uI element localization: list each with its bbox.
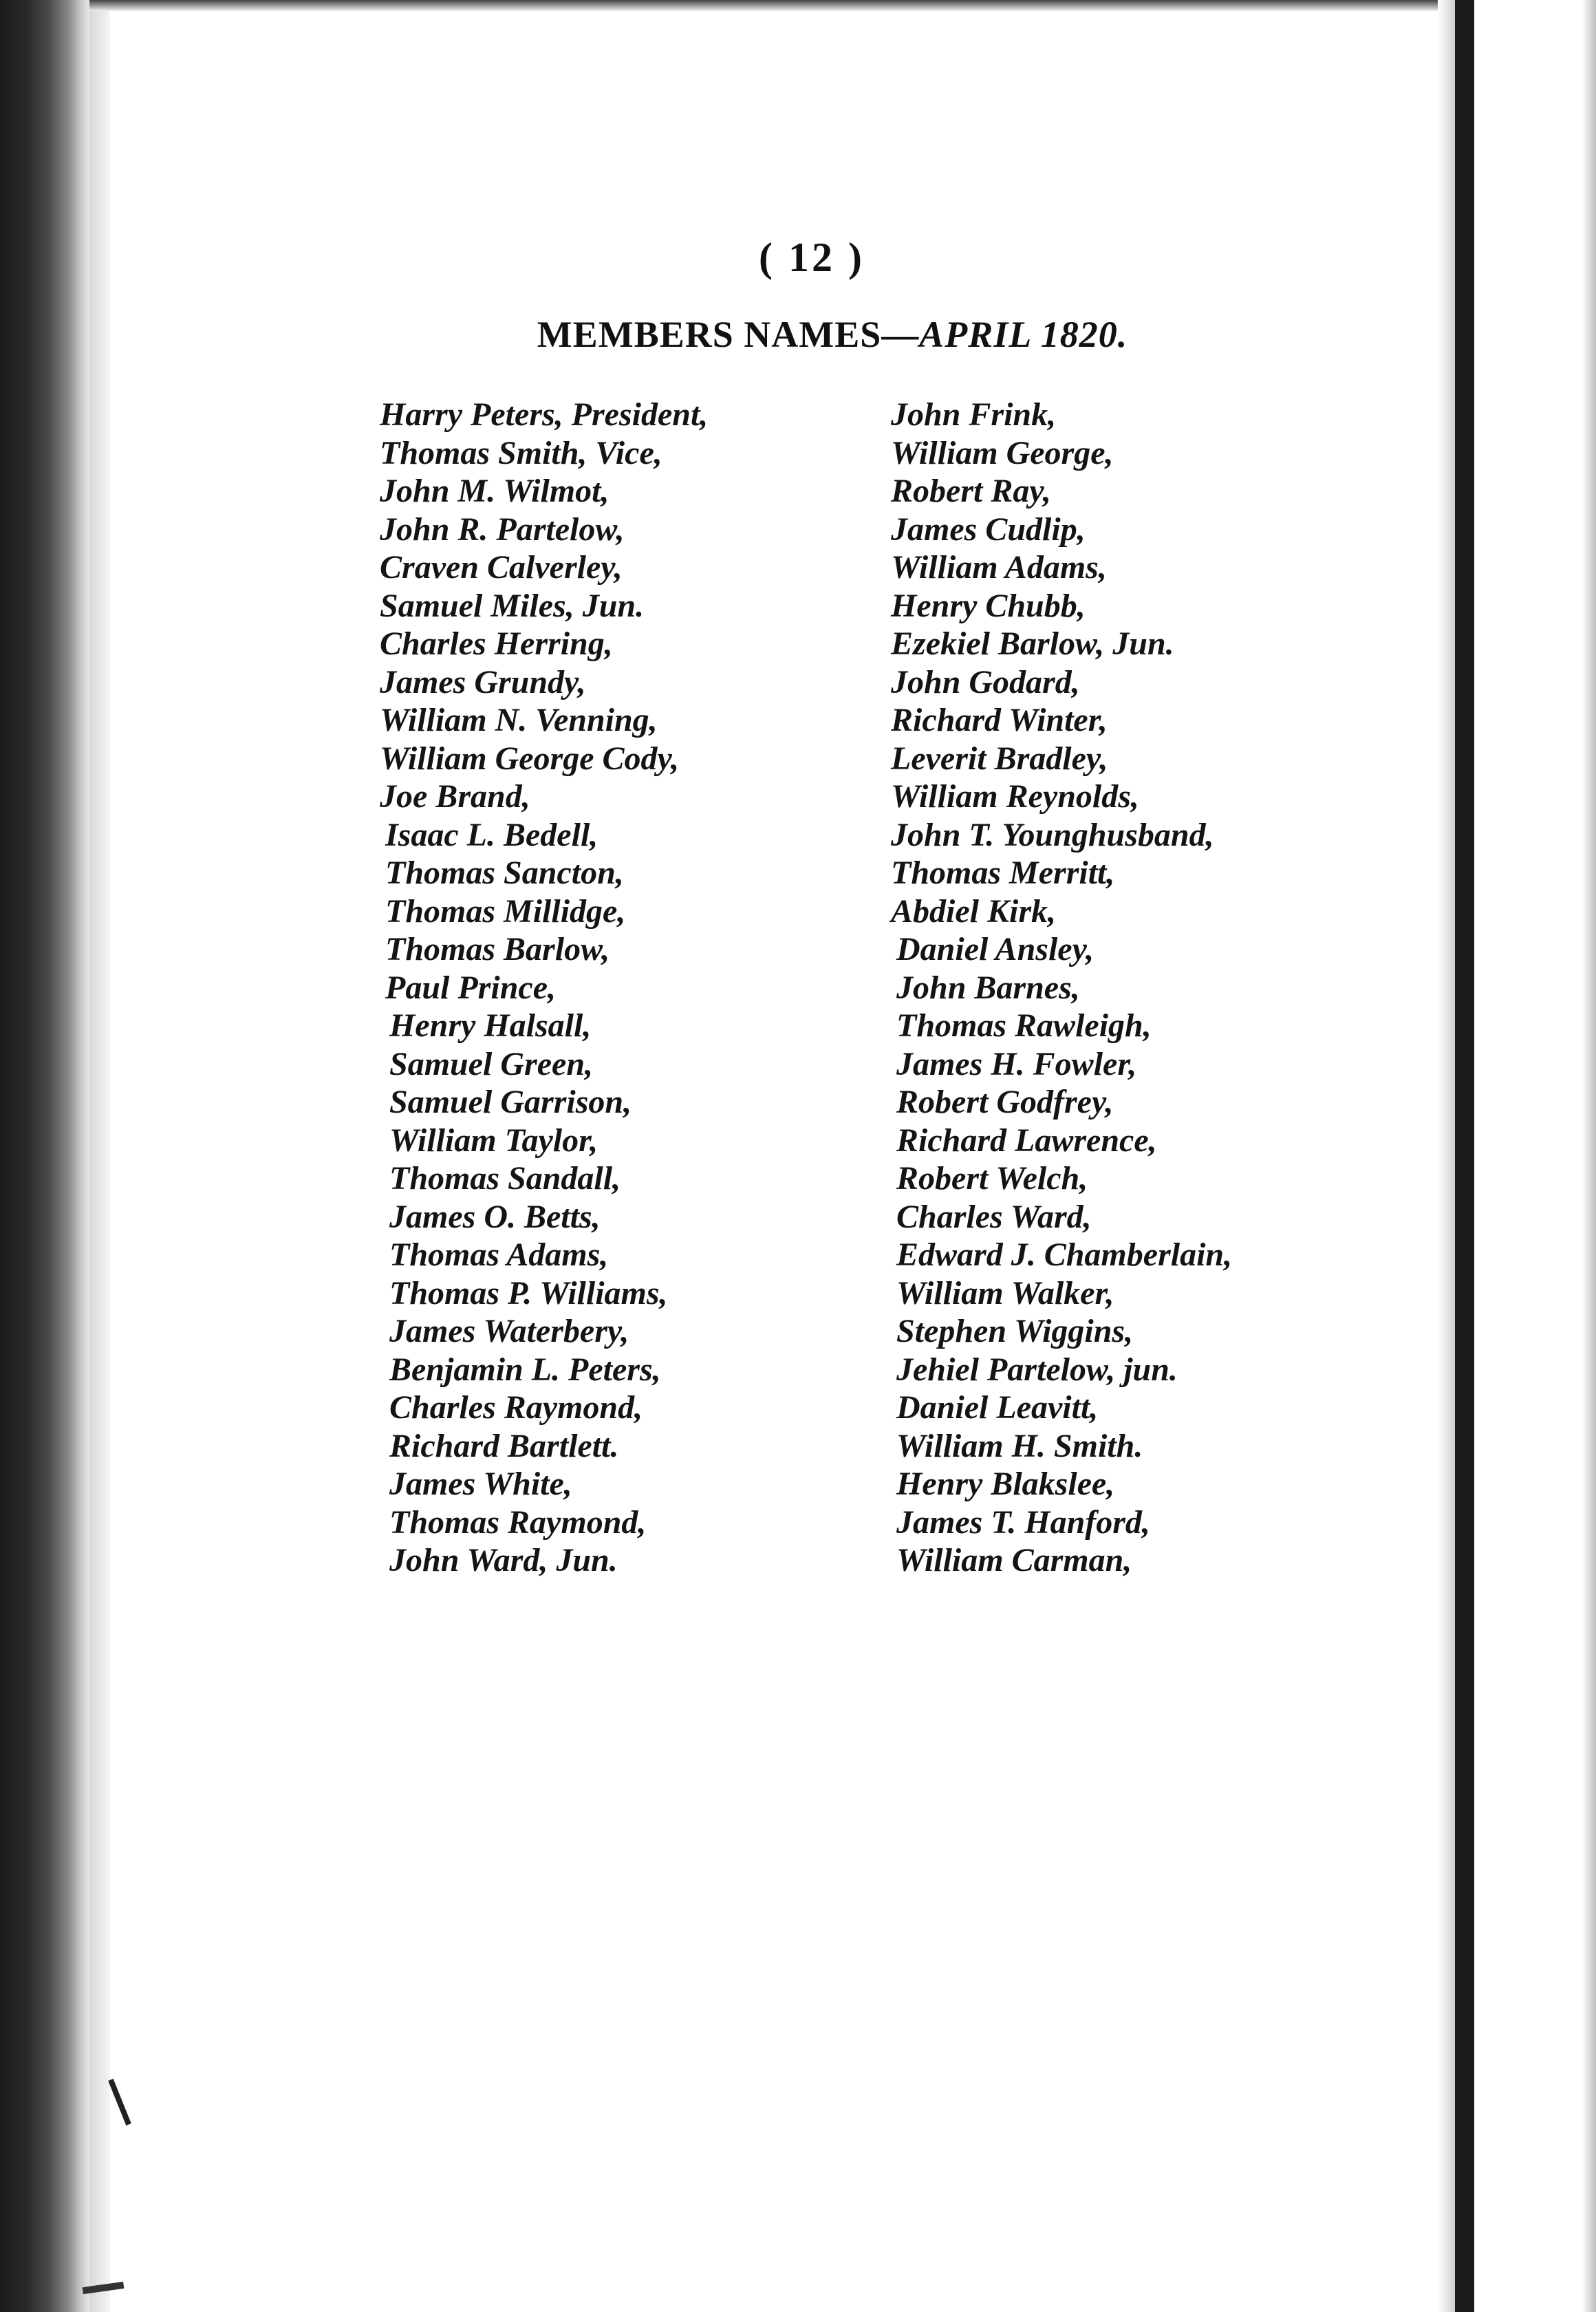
member-name: William George, <box>891 434 1114 471</box>
member-name: Henry Halsall, <box>389 1007 592 1044</box>
member-name: Robert Welch, <box>896 1160 1088 1197</box>
member-name: Thomas Sandall, <box>389 1160 621 1197</box>
members-list-right <box>891 396 1317 1580</box>
member-name: James T. Hanford, <box>896 1503 1150 1541</box>
member-name: Henry Blakslee, <box>896 1466 1115 1502</box>
member-name: William H. Smith. <box>896 1427 1143 1464</box>
members-list-left <box>380 396 875 1580</box>
member-name: Craven Calverley, <box>380 549 623 586</box>
member-name: Charles Ward, <box>896 1198 1092 1235</box>
adjacent-page-edge <box>1582 0 1596 2312</box>
member-name: Samuel Miles, Jun. <box>380 587 645 624</box>
right-binding-gap <box>1455 0 1474 2312</box>
member-name: James O. Betts, <box>389 1198 601 1235</box>
member-name: Ezekiel Barlow, Jun. <box>891 625 1174 662</box>
right-page-shadow <box>1438 0 1455 2312</box>
member-name: Henry Chubb, <box>891 587 1086 624</box>
member-name: Thomas Smith, Vice, <box>380 434 662 471</box>
member-name: Joe Brand, <box>380 778 530 815</box>
member-name: William Carman, <box>896 1542 1132 1578</box>
member-name: Robert Godfrey, <box>896 1084 1114 1120</box>
member-name: Isaac L. Bedell, <box>385 816 598 853</box>
member-name: Charles Herring, <box>380 625 613 662</box>
heading-date: APRIL 1820. <box>919 314 1128 355</box>
member-name: Thomas Raymond, <box>389 1503 647 1541</box>
member-name: Daniel Leavitt, <box>896 1389 1099 1426</box>
member-name: William Walker, <box>896 1274 1114 1312</box>
member-name: Thomas Rawleigh, <box>896 1007 1152 1044</box>
member-name: John Ward, Jun. <box>389 1542 618 1578</box>
member-name: John M. Wilmot, <box>380 473 610 509</box>
member-name: Charles Raymond, <box>389 1389 643 1426</box>
member-name: John Barnes, <box>896 969 1080 1006</box>
member-name: John Frink, <box>891 396 1057 433</box>
left-page-fold <box>89 0 110 2312</box>
member-name: John R. Partelow, <box>380 511 625 548</box>
member-name: William George Cody, <box>380 740 680 777</box>
member-name: Leverit Bradley, <box>891 740 1108 777</box>
member-name: Richard Winter, <box>891 702 1108 738</box>
member-name: James Grundy, <box>380 663 586 700</box>
member-name: Thomas Merritt, <box>891 855 1115 891</box>
left-binding-shadow <box>0 0 89 2312</box>
member-name: John T. Younghusband, <box>891 816 1214 853</box>
member-name: William Taylor, <box>389 1122 598 1159</box>
member-name: Stephen Wiggins, <box>896 1313 1134 1349</box>
adjacent-page-strip <box>1474 0 1596 2312</box>
member-name: Richard Bartlett. <box>389 1427 619 1464</box>
member-name: Benjamin L. Peters, <box>389 1351 661 1388</box>
heading-title: MEMBERS NAMES— <box>537 314 920 355</box>
member-name: Samuel Garrison, <box>389 1084 632 1120</box>
member-name: Thomas Adams, <box>389 1237 609 1273</box>
member-name: Robert Ray, <box>891 473 1051 509</box>
member-name: William N. Venning, <box>380 702 658 738</box>
member-name: Harry Peters, President, <box>380 396 709 433</box>
member-name: Jehiel Partelow, jun. <box>896 1351 1178 1388</box>
member-name: John Godard, <box>891 663 1080 700</box>
page-number: ( 12 ) <box>759 235 865 280</box>
member-name: Richard Lawrence, <box>896 1122 1157 1159</box>
member-name: William Reynolds, <box>891 778 1139 815</box>
member-name: Abdiel Kirk, <box>891 892 1057 930</box>
member-name: Thomas P. Williams, <box>389 1274 668 1312</box>
member-name: Samuel Green, <box>389 1045 594 1082</box>
member-name: James H. Fowler, <box>896 1045 1137 1082</box>
member-name: James Waterbery, <box>389 1313 629 1349</box>
member-name: Thomas Millidge, <box>385 892 626 930</box>
member-name: James Cudlip, <box>891 511 1086 548</box>
member-name: Edward J. Chamberlain, <box>896 1237 1233 1273</box>
member-name: Daniel Ansley, <box>896 931 1094 967</box>
page-heading <box>454 313 1211 356</box>
member-name: Paul Prince, <box>385 969 556 1006</box>
member-name: Thomas Barlow, <box>385 931 610 967</box>
member-name: James White, <box>389 1466 572 1502</box>
top-page-edge <box>89 0 1465 11</box>
member-name: William Adams, <box>891 549 1107 586</box>
member-name: Thomas Sancton, <box>385 855 624 891</box>
